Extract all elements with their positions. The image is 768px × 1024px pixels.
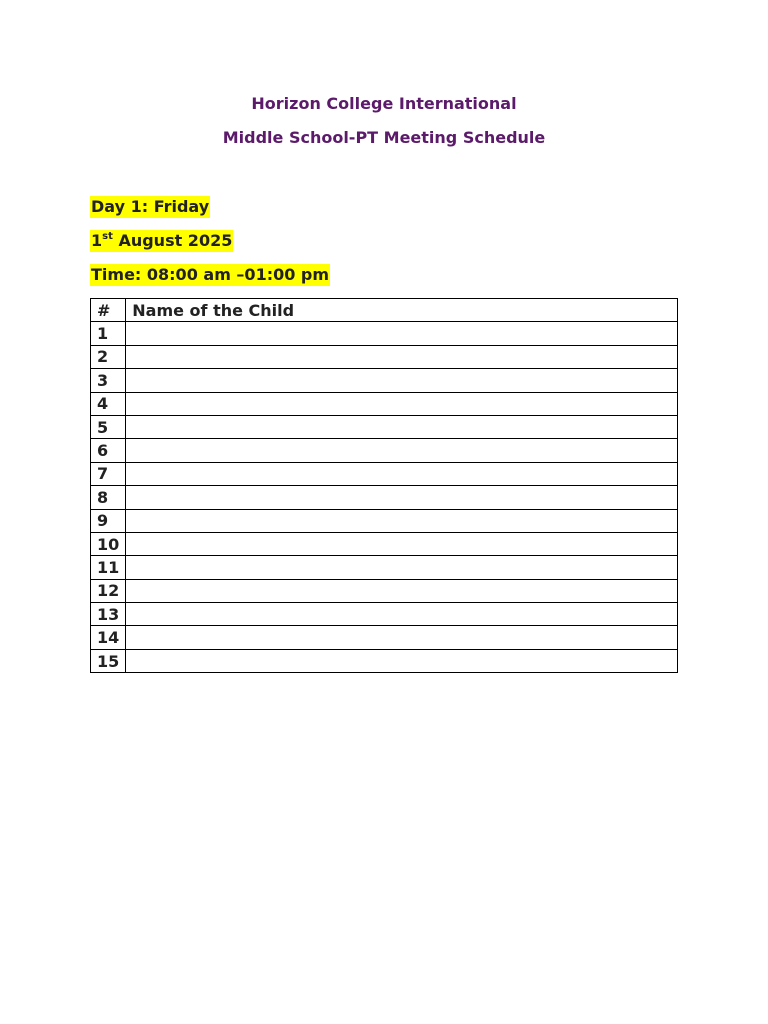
date-label	[90, 230, 233, 252]
table-header-row	[91, 299, 678, 322]
table-row	[91, 509, 678, 532]
row-number: 14	[91, 626, 126, 649]
row-number: 7	[91, 462, 126, 485]
row-number: 13	[91, 603, 126, 626]
schedule-table	[90, 298, 678, 673]
child-name-cell[interactable]	[126, 509, 678, 532]
row-number: 10	[91, 532, 126, 555]
table-row	[91, 322, 678, 345]
table-row	[91, 486, 678, 509]
child-name-cell[interactable]	[126, 532, 678, 555]
row-number: 6	[91, 439, 126, 462]
time-label: Time: 08:00 am –01:00 pm	[91, 265, 330, 284]
schedule-title: Middle School-PT Meeting Schedule	[222, 128, 546, 147]
school-name: Horizon College International	[251, 94, 517, 113]
child-name-cell[interactable]	[126, 415, 678, 438]
row-number: 5	[91, 415, 126, 438]
child-name-cell[interactable]	[126, 322, 678, 345]
child-name-cell[interactable]	[126, 626, 678, 649]
row-number: 15	[91, 649, 126, 672]
child-name-cell[interactable]	[126, 369, 678, 392]
child-name-cell[interactable]	[126, 345, 678, 368]
table-row	[91, 556, 678, 579]
child-name-cell[interactable]	[126, 579, 678, 602]
table-row	[91, 626, 678, 649]
row-number: 3	[91, 369, 126, 392]
table-row	[91, 369, 678, 392]
row-number: 9	[91, 509, 126, 532]
table-row	[91, 392, 678, 415]
column-header-number: #	[91, 299, 126, 322]
table-row	[91, 579, 678, 602]
table-row	[91, 439, 678, 462]
row-number: 8	[91, 486, 126, 509]
table-row	[91, 603, 678, 626]
table-row	[91, 345, 678, 368]
child-name-cell[interactable]	[126, 603, 678, 626]
child-name-cell[interactable]	[126, 439, 678, 462]
child-name-cell[interactable]	[126, 462, 678, 485]
date-day: 1	[91, 231, 103, 250]
date-month-year: August 2025	[112, 231, 233, 250]
row-number: 4	[91, 392, 126, 415]
table-row	[91, 415, 678, 438]
day-label: Day 1: Friday	[91, 197, 210, 216]
table-row	[91, 462, 678, 485]
child-name-cell[interactable]	[126, 392, 678, 415]
column-header-child-name: Name of the Child	[126, 299, 678, 322]
row-number: 12	[91, 579, 126, 602]
row-number: 1	[91, 322, 126, 345]
table-row	[91, 532, 678, 555]
row-number: 2	[91, 345, 126, 368]
date-suffix: st	[102, 231, 113, 242]
child-name-cell[interactable]	[126, 556, 678, 579]
row-number: 11	[91, 556, 126, 579]
table-row	[91, 649, 678, 672]
child-name-cell[interactable]	[126, 486, 678, 509]
child-name-cell[interactable]	[126, 649, 678, 672]
